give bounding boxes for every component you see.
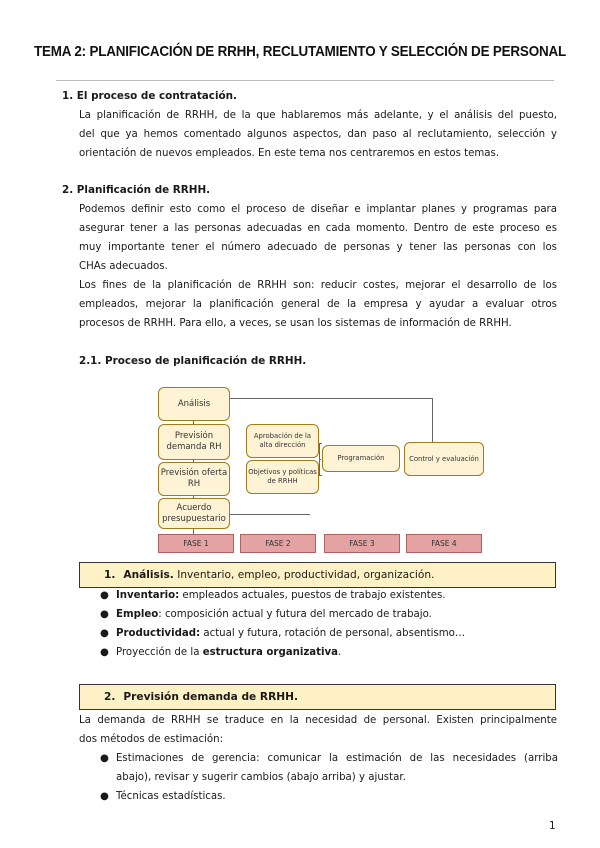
banner-1-number: 1. xyxy=(104,569,116,581)
banner-2-number: 2. xyxy=(104,691,116,703)
bullet-1-bold: Inventario: xyxy=(116,590,180,601)
list-item xyxy=(100,787,226,807)
connector-bottom-horizontal xyxy=(230,514,310,515)
aprobacion-box: Aprobación de la alta dirección xyxy=(246,424,319,458)
programacion-box: Programación xyxy=(322,445,400,472)
bullet-2-text: : composición actual y futura del mercado de trabajo. xyxy=(158,609,432,620)
control-evaluacion-box: Control y evaluación xyxy=(404,442,484,476)
section-2-line-6: empleados, mejorar la planificación general de la empresa y ayudar a evaluar otros xyxy=(79,299,557,310)
list-item xyxy=(100,624,465,644)
section-2-line-4: CHAs adecuados. xyxy=(79,261,168,272)
list-item xyxy=(100,749,558,769)
page-title: TEMA 2: PLANIFICACIÓN DE RRHH, RECLUTAMIENTO Y SELECCIÓN DE PERSONAL xyxy=(33,44,567,60)
bullet-icon: ● xyxy=(100,628,109,639)
bullet-4-pre: Proyección de la xyxy=(116,647,203,658)
title-divider xyxy=(56,80,554,81)
section-1-line-3: orientación de nuevos empleados. En este tema nos centraremos en estos temas. xyxy=(79,148,500,159)
section-2-heading: 2. Planificación de RRHH. xyxy=(62,184,211,196)
list-item xyxy=(100,605,432,625)
bullet-icon: ● xyxy=(100,590,109,601)
bullet-icon: ● xyxy=(100,647,109,658)
section-2-line-1: Podemos definir esto como el proceso de diseñar e implantar planes y programas para xyxy=(79,204,557,215)
banner-1-rest: Inventario, empleo, productividad, organización. xyxy=(173,569,435,581)
prevision-demanda-box: Previsión demanda RH xyxy=(158,424,230,460)
connector-top-horizontal xyxy=(230,398,432,399)
section-3-line-1: La demanda de RRHH se traduce en la necesidad de personal. Existen principalmente xyxy=(79,715,557,726)
bullet-icon: ● xyxy=(100,753,109,764)
section-2-line-3: muy importante tener el número adecuado de personas y tener las personas con los xyxy=(79,242,557,253)
analisis-banner xyxy=(79,562,556,588)
bullet-4-text: . xyxy=(338,647,342,658)
banner-2-title: Previsión demanda de RRHH. xyxy=(123,691,299,703)
analisis-box: Análisis xyxy=(158,387,230,421)
connector-top-vertical xyxy=(432,398,433,442)
bullet-icon: ● xyxy=(100,609,109,620)
prevision-oferta-box: Previsión oferta RH xyxy=(158,462,230,496)
bullet-2-bold: Empleo xyxy=(116,609,159,620)
list-item xyxy=(100,586,446,606)
bullet-3-text: actual y futura, rotación de personal, absentismo… xyxy=(200,628,466,639)
fase-3-label: FASE 3 xyxy=(324,534,400,553)
page-number: 1 xyxy=(549,820,556,832)
prevision-demanda-banner xyxy=(79,684,556,710)
bullet-3-bold: Productividad: xyxy=(116,628,201,639)
planning-process-diagram xyxy=(150,383,490,555)
section-3-line-2: dos métodos de estimación: xyxy=(79,734,224,745)
section-1-line-1: La planificación de RRHH, de la que hablaremos más adelante, y el análisis del puesto, xyxy=(79,110,557,121)
bullet-2-2-line-1: Técnicas estadísticas. xyxy=(116,791,226,802)
bullet-icon: ● xyxy=(100,791,109,802)
banner-1-title: Análisis. xyxy=(123,569,174,581)
bullet-2-1-line-2: abajo), revisar y sugerir cambios (abajo arriba) y ajustar. xyxy=(116,772,406,783)
section-1-heading: 1. El proceso de contratación. xyxy=(62,90,238,102)
connector-fase2-mid xyxy=(319,459,321,460)
section-2-line-2: asegurar tener a las personas adecuadas en cada momento. Dentro de este proceso es xyxy=(79,223,557,234)
fase-4-label: FASE 4 xyxy=(406,534,482,553)
list-item-continuation xyxy=(100,768,558,788)
bullet-1-text: empleados actuales, puestos de trabajo existentes. xyxy=(179,590,446,601)
bullet-4-bold: estructura organizativa xyxy=(202,647,339,658)
section-2-line-7: procesos de RRHH. Para ello, a veces, se usan los sistemas de información de RRHH. xyxy=(79,318,512,329)
list-item xyxy=(100,643,341,663)
acuerdo-presupuestario-box: Acuerdo presupuestario xyxy=(158,498,230,529)
section-1-line-2: del que ya hemos comentado algunos aspectos, dan paso al reclutamiento, selección y xyxy=(79,129,557,140)
bullet-2-1-line-1: Estimaciones de gerencia: comunicar la estimación de las necesidades (arriba xyxy=(116,753,558,764)
connector-fase2-b xyxy=(319,475,322,476)
section-2-line-5: Los fines de la planificación de RRHH son: reducir costes, mejorar el desarrollo de los xyxy=(79,280,557,291)
subsection-2-1-heading: 2.1. Proceso de planificación de RRHH. xyxy=(79,355,307,367)
objetivos-box: Objetivos y políticas de RRHH xyxy=(246,460,319,494)
fase-2-label: FASE 2 xyxy=(240,534,316,553)
fase-1-label: FASE 1 xyxy=(158,534,234,553)
